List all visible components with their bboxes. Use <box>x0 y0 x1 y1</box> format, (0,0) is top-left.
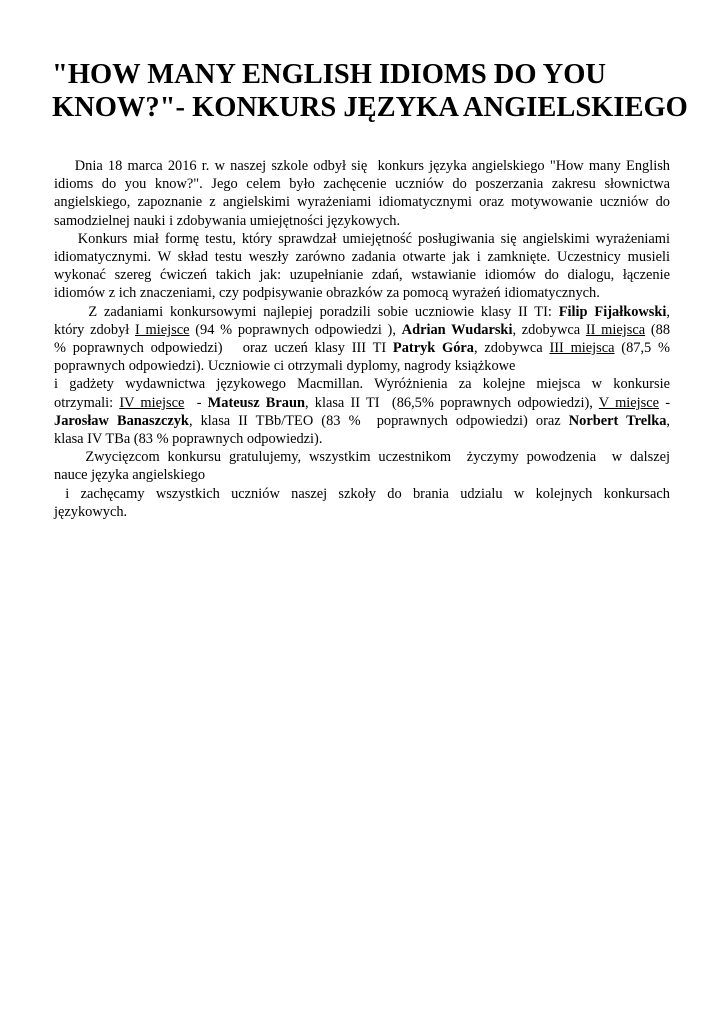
paragraph-test-format <box>54 230 670 303</box>
text-line: idioms do you know?". Jego celem było zachęcenie uczniów do poszerzania zakresu słownictwa <box>54 176 670 193</box>
text-line: i zachęcamy wszystkich uczniów naszej szkoły do brania udzialu w kolejnych konkursach <box>54 485 670 502</box>
text-line: idiomatycznymi. W skład testu weszły zarówno zadania otwarte jak i zamknięte. Uczestnicy musieli <box>54 249 670 266</box>
text-line: angielskiego, zapoznanie z angielskimi wyrażeniami idiomatycznymi oraz motywowanie uczniów do <box>54 194 670 211</box>
paragraph-intro <box>54 157 670 230</box>
winner-name: Filip Fijałkowski <box>558 303 667 320</box>
winner-name: Mateusz Braun <box>207 394 305 411</box>
article-body <box>54 157 670 521</box>
text-line: Konkurs miał formę testu, który sprawdzał umiejętność posługiwania się angielskimi wyrażeniami <box>54 230 670 247</box>
text-run: (87,5 % <box>614 340 670 357</box>
text-run: (88 <box>645 321 671 338</box>
text-line <box>54 321 670 339</box>
text-line: idiomów z ich znaczeniami, czy podpisywanie obrazków za pomocą wyrażeń idiomatycznych. <box>54 285 600 302</box>
paragraph-results <box>54 303 670 449</box>
text-line: wykonać szereg ćwiczeń takich jak: uzupełnianie zdań, wstawianie idiomów do dialogu, łączenie <box>54 267 670 284</box>
text-line: klasa IV TBa (83 % poprawnych odpowiedzi). <box>54 431 323 448</box>
text-line: i gadżety wydawnictwa językowego Macmillan. Wyróżnienia za kolejne miejsca w konkursie <box>54 376 670 393</box>
place-label: V miejsce <box>598 394 660 411</box>
text-line <box>54 303 670 321</box>
text-line <box>54 339 670 357</box>
text-line: samodzielnej nauki i zdobywania umiejętności językowych. <box>54 212 401 229</box>
text-run: , <box>666 303 670 320</box>
text-line: Zwycięzcom konkursu gratulujemy, wszystkim uczestnikom życzymy powodzenia w dalszej <box>54 449 670 466</box>
text-line: Dnia 18 marca 2016 r. w naszej szkole odbył się konkurs języka angielskiego "How many English <box>54 158 670 174</box>
text-line: językowych. <box>54 503 128 520</box>
page-title <box>52 58 688 124</box>
text-run: , zdobywca <box>474 340 550 357</box>
winner-name: Patryk Góra <box>392 340 475 357</box>
text-run: , klasa II TBb/TEO (83 % poprawnych odpowiedzi) oraz <box>188 412 569 429</box>
text-run: , <box>666 412 670 429</box>
place-label: I miejsce <box>135 321 190 338</box>
text-run: (94 % poprawnych odpowiedzi ), <box>189 321 402 338</box>
place-label: III miejsca <box>549 340 615 357</box>
place-label: IV miejsce <box>119 394 185 411</box>
title-line-1: "HOW MANY ENGLISH IDIOMS DO YOU <box>52 59 606 90</box>
text-line <box>54 412 670 430</box>
paragraph-closing <box>54 448 670 521</box>
title-line-2: KNOW?"- KONKURS JĘZYKA ANGIELSKIEGO <box>52 92 688 123</box>
text-line: nauce języka angielskiego <box>54 467 206 484</box>
text-run: - <box>659 394 671 411</box>
text-line: poprawnych odpowiedzi). Uczniowie ci otrzymali dyplomy, nagrody książkowe <box>54 358 516 375</box>
winner-name: Norbert Trelka <box>568 412 667 429</box>
text-run: % poprawnych odpowiedzi) oraz uczeń klasy III TI <box>54 340 393 357</box>
text-run: Z zadaniami konkursowymi najlepiej poradzili sobie uczniowie klasy II TI: <box>54 303 559 320</box>
text-run: , klasa II TI (86,5% poprawnych odpowiedzi), <box>304 394 599 411</box>
text-line <box>54 394 670 412</box>
text-run: otrzymali: <box>54 394 120 411</box>
text-run: - <box>184 394 208 411</box>
text-run: , zdobywca <box>512 321 586 338</box>
winner-name: Adrian Wudarski <box>401 321 513 338</box>
place-label: II miejsca <box>585 321 646 338</box>
winner-name: Jarosław Banaszczyk <box>54 412 189 429</box>
text-run: który zdobył <box>54 321 135 338</box>
